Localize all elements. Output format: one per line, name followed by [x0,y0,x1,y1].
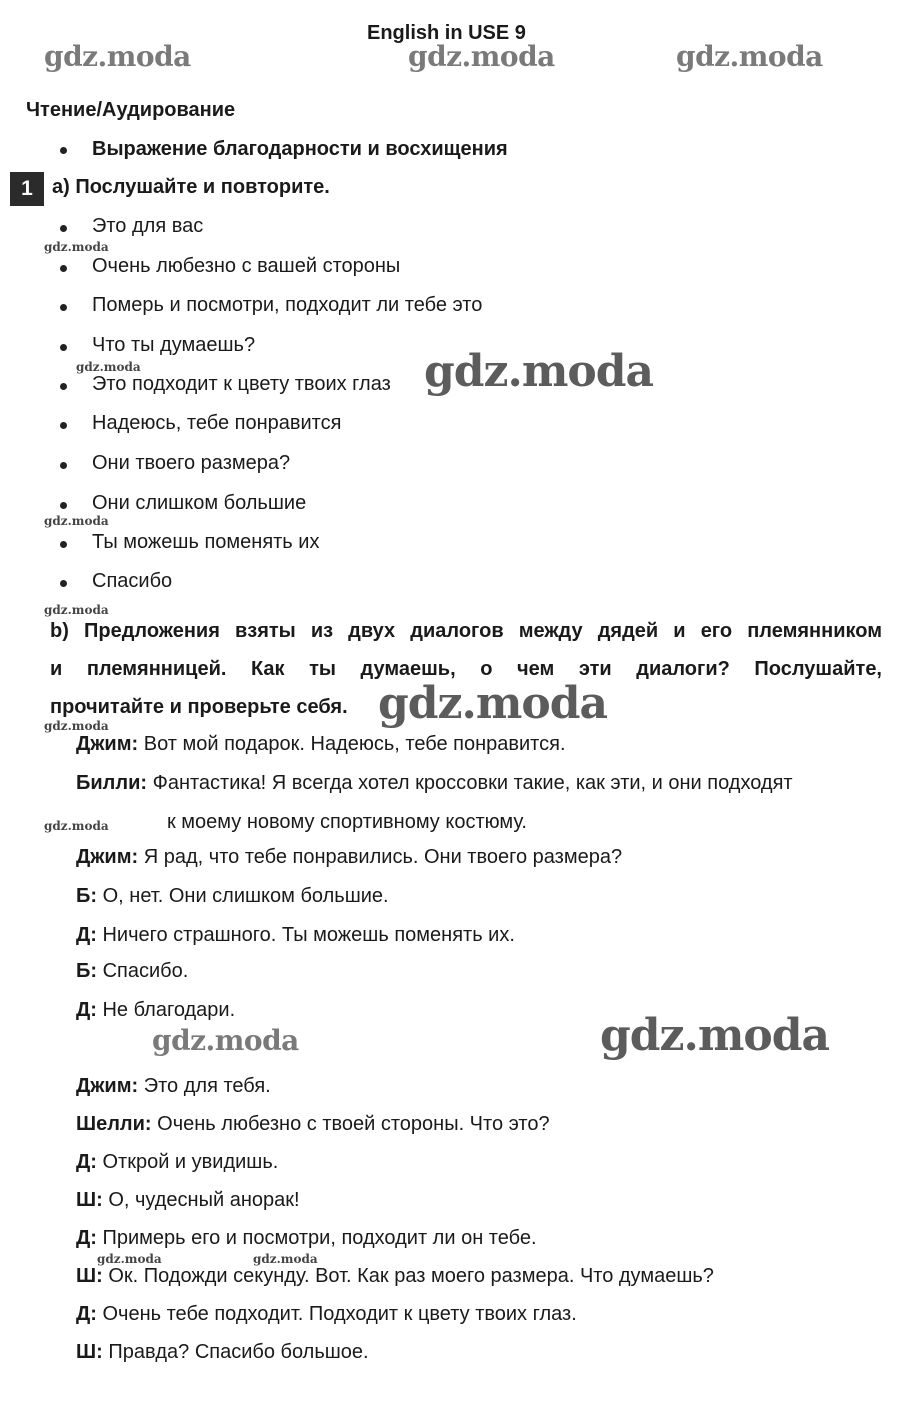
dialogue-text: Спасибо. [102,960,189,982]
dialogue-line [76,1151,278,1174]
dialogue-line [76,1113,550,1136]
dialogue-line [76,733,566,756]
phrase-item: Надеюсь, тебе понравится [92,412,342,434]
dialogue-text: Очень любезно с твоей стороны. Что это? [157,1113,550,1135]
dialogue-line [76,1227,537,1250]
dialogue-line [76,999,235,1022]
dialogue-text: Я рад, что тебе понравились. Они твоего размера? [143,846,623,868]
dialogue-text: Правда? Спасибо большое. [108,1341,369,1363]
dialogue-line [167,811,527,834]
bullet [60,541,67,548]
speaker-label: Джим: [76,733,139,755]
dialogue-line [76,1189,300,1212]
phrase-item: Померь и посмотри, подходит ли тебе это [92,294,483,316]
watermark: gdz.moda [44,719,109,733]
speaker-label: Б: [76,960,98,982]
watermark: gdz.moda [44,514,109,528]
dialogue-text: О, чудесный анорак! [108,1189,300,1211]
exercise-part-b-line: b) Предложения взяты из двух диалогов между дядей и его племянником [50,620,882,642]
watermark: gdz.moda [44,819,109,833]
speaker-label: Ш: [76,1265,103,1287]
phrase-item: Они твоего размера? [92,452,291,474]
page-header-title: English in USE 9 [367,22,526,44]
dialogue-line [76,846,622,869]
speaker-label: Д: [76,1303,97,1325]
watermark: gdz.moda [152,1024,299,1057]
watermark: gdz.moda [676,40,823,73]
dialogue-text: О, нет. Они слишком большие. [102,885,389,907]
exercise-part-a: a) Послушайте и повторите. [52,176,330,198]
section-heading: Чтение/Аудирование [26,99,236,121]
speaker-label: Джим: [76,1075,139,1097]
dialogue-text: Фантастика! Я всегда хотел кроссовки такие, как эти, и они подходят [152,772,793,794]
bullet [60,580,67,587]
speaker-label: Джим: [76,846,139,868]
dialogue-text: Не благодари. [102,999,236,1021]
speaker-label: Д: [76,1151,97,1173]
speaker-label: Ш: [76,1189,103,1211]
dialogue-text: Примерь его и посмотри, подходит ли он тебе. [102,1227,537,1249]
topic-heading: Выражение благодарности и восхищения [92,138,508,160]
bullet [60,502,67,509]
bullet [60,344,67,351]
watermark: gdz.moda [97,1252,162,1266]
exercise-number: 1 [10,172,44,206]
dialogue-line [76,1075,271,1098]
dialogue-text: Это для тебя. [143,1075,271,1097]
dialogue-text: Открой и увидишь. [102,1151,279,1173]
phrase-item: Это для вас [92,215,204,237]
speaker-label: Д: [76,999,97,1021]
watermark: gdz.moda [44,603,109,617]
watermark: gdz.moda [44,40,191,73]
dialogue-line [76,924,515,947]
dialogue-line [76,1303,577,1326]
dialogue-line [76,772,793,795]
bullet [60,225,67,232]
speaker-label: Д: [76,924,97,946]
speaker-label: Д: [76,1227,97,1249]
watermark: gdz.moda [76,360,141,374]
phrase-item: Очень любезно с вашей стороны [92,255,401,277]
exercise-part-b-line: и племянницей. Как ты думаешь, о чем эти диалоги? Послушайте, [50,658,882,680]
phrase-item: Ты можешь поменять их [92,531,320,553]
dialogue-text: Ничего страшного. Ты можешь поменять их. [102,924,515,946]
dialogue-text: Ок. Подожди секунду. Вот. Как раз моего размера. Что думаешь? [108,1265,714,1287]
bullet [60,462,67,469]
exercise-part-b-line: прочитайте и проверьте себя. [50,696,348,718]
dialogue-line [76,885,389,908]
phrase-item: Они слишком большие [92,492,307,514]
phrase-item: Спасибо [92,570,173,592]
dialogue-text: Очень тебе подходит. Подходит к цвету твоих глаз. [102,1303,577,1325]
bullet [60,147,67,154]
watermark: gdz.moda [253,1252,318,1266]
dialogue-line [76,1341,369,1364]
bullet [60,304,67,311]
watermark: gdz.moda [600,1010,830,1061]
speaker-label: Б: [76,885,98,907]
watermark: gdz.moda [408,40,555,73]
phrase-item: Что ты думаешь? [92,334,256,356]
dialogue-text: к моему новому спортивному костюму. [167,811,527,833]
speaker-label: Ш: [76,1341,103,1363]
dialogue-line [76,960,188,983]
watermark: gdz.moda [424,346,654,397]
bullet [60,265,67,272]
dialogue-line [76,1265,714,1288]
bullet [60,422,67,429]
watermark: gdz.moda [378,678,608,729]
dialogue-text: Вот мой подарок. Надеюсь, тебе понравится. [143,733,566,755]
speaker-label: Шелли: [76,1113,152,1135]
watermark: gdz.moda [44,240,109,254]
phrase-item: Это подходит к цвету твоих глаз [92,373,391,395]
speaker-label: Билли: [76,772,148,794]
bullet [60,383,67,390]
